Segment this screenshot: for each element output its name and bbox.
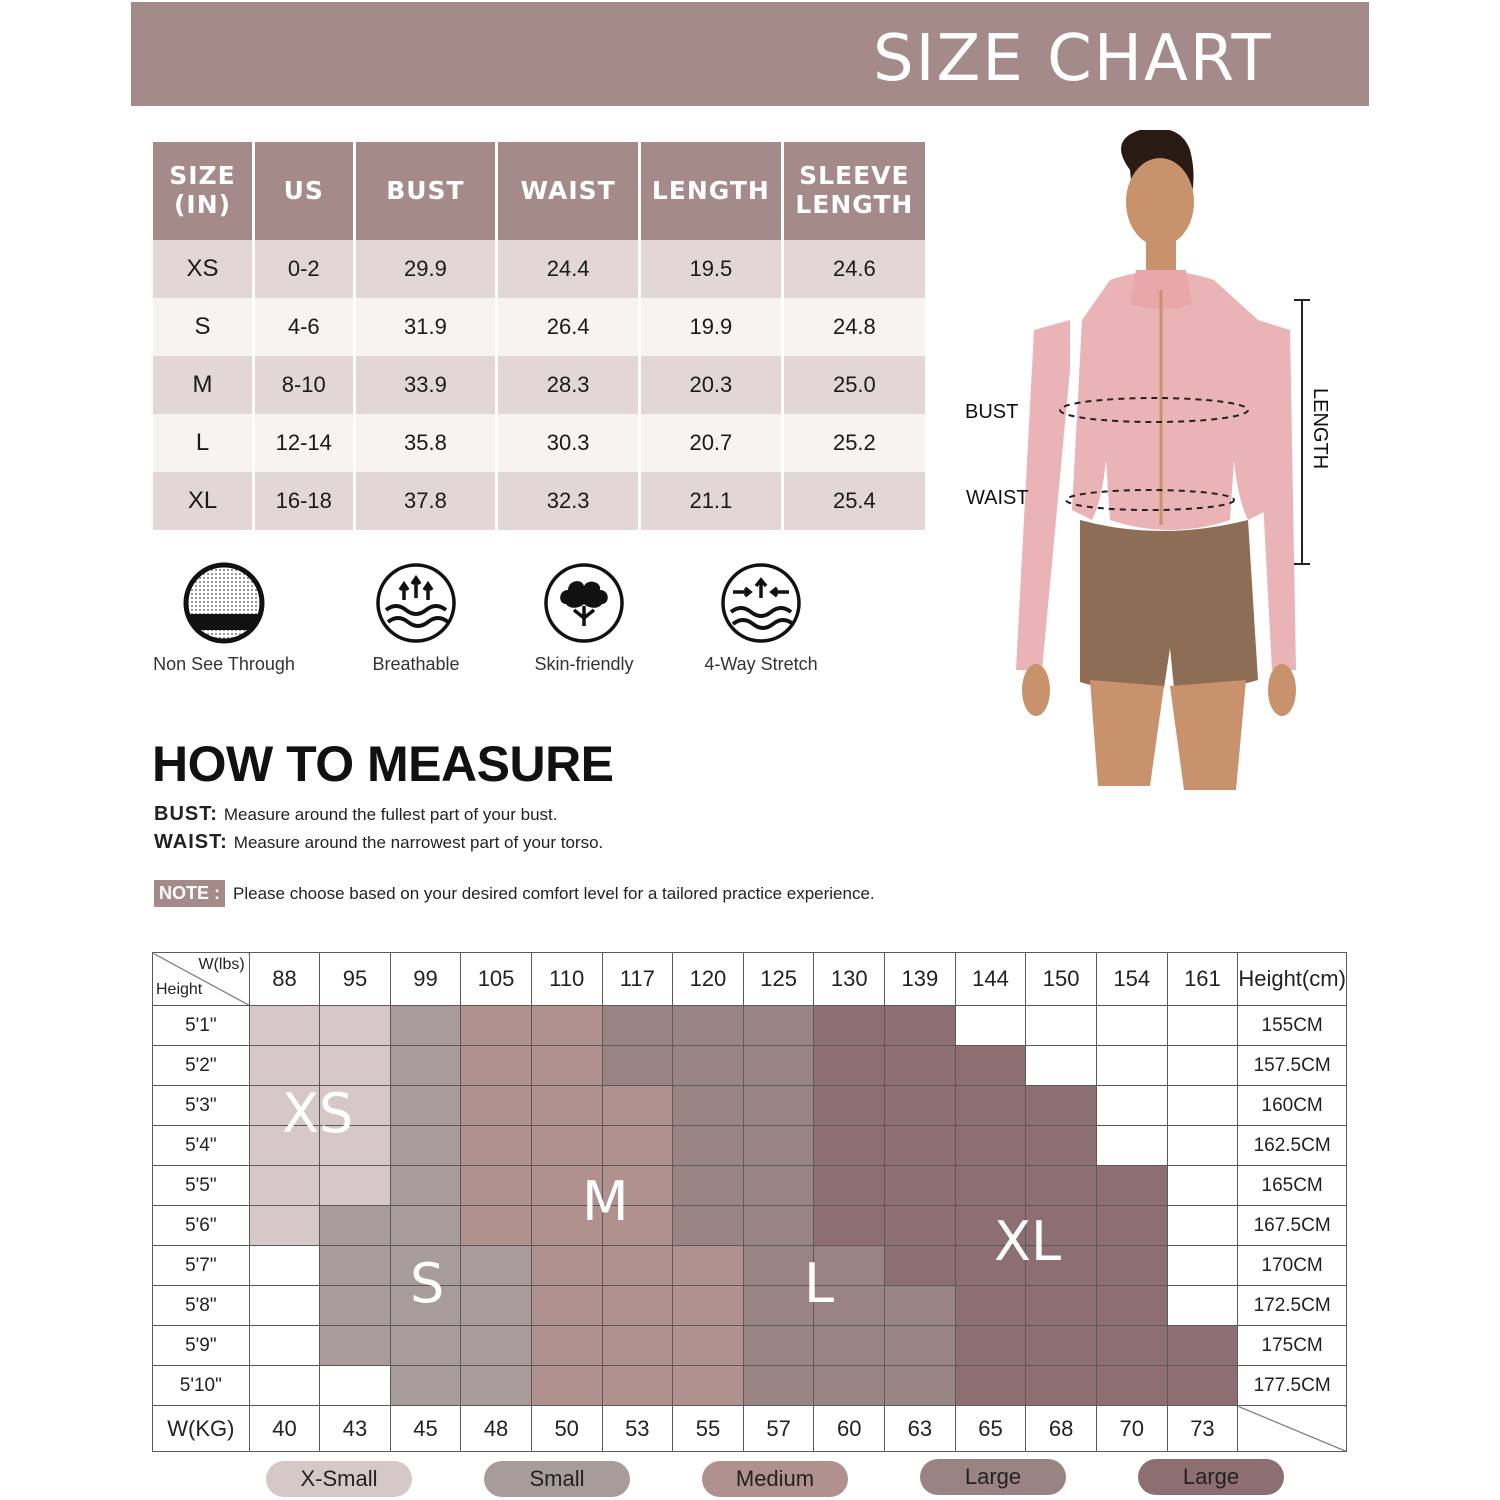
size-cell: [531, 1126, 602, 1166]
spec-cell: 25.0: [782, 356, 925, 414]
size-cell: [955, 1326, 1026, 1366]
weight-kg-cell: 45: [390, 1406, 461, 1452]
bust-text: Measure around the fullest part of your bust.: [223, 805, 558, 824]
zone-label-m: M: [582, 1170, 629, 1233]
banner-title: SIZE CHART: [873, 22, 1273, 96]
size-cell: [602, 1366, 673, 1406]
model-illustration: [940, 130, 1340, 790]
size-cell: [390, 1046, 461, 1086]
note: [154, 880, 875, 907]
note-text: Please choose based on your desired comfort level for a tailored practice experience.: [233, 884, 875, 903]
spec-cell: 25.2: [782, 414, 925, 472]
size-cell: [390, 1206, 461, 1246]
feature-non-see-through: [134, 560, 314, 675]
size-cell: [743, 1206, 814, 1246]
size-cell: [1026, 1326, 1097, 1366]
size-cell: [1096, 1326, 1167, 1366]
size-cell: [885, 1086, 956, 1126]
size-cell: [1096, 1166, 1167, 1206]
height-ft-cell: 5'4": [153, 1126, 250, 1166]
size-cell: [320, 1326, 391, 1366]
spec-header-row: [153, 142, 925, 240]
weight-kg-cell: 73: [1167, 1406, 1238, 1452]
banner: [131, 2, 1369, 106]
size-cell: [390, 1326, 461, 1366]
size-cell: [673, 1086, 744, 1126]
weight-kg-cell: 50: [531, 1406, 602, 1452]
grid-row: [153, 1286, 1347, 1326]
size-cell: [1096, 1246, 1167, 1286]
size-cell: [814, 1006, 885, 1046]
size-cell: [885, 1326, 956, 1366]
size-cell: [320, 1166, 391, 1206]
bust-instruction: [154, 803, 557, 826]
weight-kg-cell: 53: [602, 1406, 673, 1452]
height-cm-cell: 177.5CM: [1238, 1366, 1347, 1406]
spec-cell: L: [153, 414, 254, 472]
grid-row: [153, 1166, 1347, 1206]
size-cell: [955, 1006, 1026, 1046]
size-cell: [390, 1366, 461, 1406]
grid-row: [153, 1206, 1347, 1246]
weight-lbs-header: 161: [1167, 953, 1238, 1006]
spec-cell: 25.4: [782, 472, 925, 530]
size-cell: [743, 1006, 814, 1046]
size-cell: [531, 1046, 602, 1086]
size-cell: [249, 1246, 320, 1286]
spec-cell: 28.3: [497, 356, 640, 414]
legend-medium: Medium: [702, 1461, 848, 1497]
waist-term: WAIST:: [154, 831, 228, 853]
height-ft-cell: 5'5": [153, 1166, 250, 1206]
weight-kg-cell: 43: [320, 1406, 391, 1452]
header-sleeve-line1: SLEEVE: [799, 161, 910, 191]
height-cm-cell: 170CM: [1238, 1246, 1347, 1286]
length-label: LENGTH: [1309, 388, 1331, 470]
height-cm-cell: 162.5CM: [1238, 1126, 1347, 1166]
header-sleeve-length: [782, 142, 925, 240]
weight-lbs-header: 130: [814, 953, 885, 1006]
spec-cell: 8-10: [254, 356, 355, 414]
height-cm-header: Height(cm): [1238, 953, 1347, 1006]
size-cell: [1096, 1366, 1167, 1406]
size-cell: [885, 1046, 956, 1086]
size-cell: [320, 1286, 391, 1326]
size-cell: [1167, 1206, 1238, 1246]
grid-row: [153, 1006, 1347, 1046]
size-cell: [673, 1166, 744, 1206]
size-cell: [814, 1126, 885, 1166]
size-cell: [814, 1166, 885, 1206]
height-ft-cell: 5'2": [153, 1046, 250, 1086]
spec-cell: 16-18: [254, 472, 355, 530]
grid-header-row: [153, 953, 1347, 1006]
spec-cell: 12-14: [254, 414, 355, 472]
size-cell: [885, 1126, 956, 1166]
size-cell: [461, 1366, 532, 1406]
weight-kg-cell: 63: [885, 1406, 956, 1452]
size-cell: [885, 1246, 956, 1286]
size-cell: [320, 1366, 391, 1406]
spec-cell: 19.5: [640, 240, 783, 298]
spec-cell: 20.7: [640, 414, 783, 472]
size-cell: [390, 1166, 461, 1206]
size-cell: [1096, 1046, 1167, 1086]
legend-small: Small: [484, 1461, 630, 1497]
feature-icons: [140, 560, 860, 690]
size-cell: [249, 1206, 320, 1246]
bust-term: BUST:: [154, 803, 218, 825]
size-cell: [602, 1126, 673, 1166]
size-cell: [1096, 1126, 1167, 1166]
size-cell: [390, 1006, 461, 1046]
waist-text: Measure around the narrowest part of your torso.: [233, 833, 604, 852]
height-ft-cell: 5'3": [153, 1086, 250, 1126]
size-cell: [673, 1126, 744, 1166]
size-cell: [673, 1006, 744, 1046]
size-cell: [814, 1046, 885, 1086]
spec-row: [153, 298, 925, 356]
feature-label: Breathable: [372, 654, 460, 674]
size-cell: [461, 1006, 532, 1046]
weight-kg-cell: 40: [249, 1406, 320, 1452]
weight-lbs-header: 110: [531, 953, 602, 1006]
size-cell: [320, 1246, 391, 1286]
size-cell: [1026, 1366, 1097, 1406]
size-cell: [673, 1046, 744, 1086]
size-cell: [885, 1366, 956, 1406]
header-size-line1: SIZE: [169, 161, 236, 191]
size-cell: [1026, 1286, 1097, 1326]
corner-weight-label: W(lbs): [198, 956, 245, 973]
size-cell: [531, 1326, 602, 1366]
size-cell: [249, 1286, 320, 1326]
size-cell: [743, 1046, 814, 1086]
size-cell: [814, 1366, 885, 1406]
height-cm-cell: 167.5CM: [1238, 1206, 1347, 1246]
size-cell: [320, 1006, 391, 1046]
size-cell: [531, 1286, 602, 1326]
size-cell: [461, 1326, 532, 1366]
height-ft-cell: 5'8": [153, 1286, 250, 1326]
note-badge: NOTE :: [154, 880, 225, 907]
weight-kg-cell: 70: [1096, 1406, 1167, 1452]
spec-cell: S: [153, 298, 254, 356]
spec-cell: 24.6: [782, 240, 925, 298]
spec-cell: 26.4: [497, 298, 640, 356]
size-cell: [885, 1006, 956, 1046]
size-cell: [955, 1366, 1026, 1406]
zone-label-xl: XL: [994, 1210, 1062, 1273]
size-cell: [743, 1126, 814, 1166]
weight-lbs-header: 120: [673, 953, 744, 1006]
spec-cell: 0-2: [254, 240, 355, 298]
spec-cell: 24.8: [782, 298, 925, 356]
size-cell: [249, 1166, 320, 1206]
size-cell: [1026, 1046, 1097, 1086]
feature-4-way-stretch: [671, 560, 851, 675]
size-cell: [461, 1286, 532, 1326]
size-cell: [743, 1166, 814, 1206]
size-cell: [602, 1086, 673, 1126]
size-cell: [1167, 1086, 1238, 1126]
grid-row: [153, 1366, 1347, 1406]
grid-row: [153, 1246, 1347, 1286]
size-cell: [249, 1046, 320, 1086]
size-cell: [673, 1206, 744, 1246]
spec-cell: 30.3: [497, 414, 640, 472]
spec-cell: M: [153, 356, 254, 414]
weight-lbs-header: 117: [602, 953, 673, 1006]
spec-cell: 24.4: [497, 240, 640, 298]
spec-row: [153, 240, 925, 298]
weight-lbs-header: 99: [390, 953, 461, 1006]
size-cell: [955, 1086, 1026, 1126]
size-cell: [531, 1006, 602, 1046]
feature-skin-friendly: [494, 560, 674, 675]
size-cell: [814, 1086, 885, 1126]
spec-cell: 31.9: [354, 298, 497, 356]
height-ft-cell: 5'10": [153, 1366, 250, 1406]
size-cell: [1167, 1006, 1238, 1046]
grid-kg-row: [153, 1406, 1347, 1452]
size-cell: [461, 1126, 532, 1166]
size-cell: [531, 1086, 602, 1126]
header-size: [153, 142, 254, 240]
size-cell: [955, 1286, 1026, 1326]
grid-row: [153, 1046, 1347, 1086]
size-cell: [673, 1246, 744, 1286]
height-ft-cell: 5'1": [153, 1006, 250, 1046]
size-cell: [320, 1046, 391, 1086]
size-cell: [1167, 1126, 1238, 1166]
header-length: LENGTH: [640, 142, 783, 240]
spec-row: [153, 414, 925, 472]
legend-x-small: X-Small: [266, 1461, 412, 1497]
zone-label-l: L: [804, 1252, 835, 1315]
size-cell: [885, 1166, 956, 1206]
size-cell: [390, 1086, 461, 1126]
header-sleeve-line2: LENGTH: [795, 190, 914, 219]
weight-lbs-header: 125: [743, 953, 814, 1006]
size-cell: [320, 1206, 391, 1246]
size-cell: [955, 1126, 1026, 1166]
size-cell: [249, 1326, 320, 1366]
weight-lbs-header: 139: [885, 953, 956, 1006]
size-cell: [461, 1046, 532, 1086]
weight-lbs-header: 144: [955, 953, 1026, 1006]
size-cell: [249, 1366, 320, 1406]
size-cell: [1167, 1326, 1238, 1366]
size-cell: [885, 1286, 956, 1326]
size-cell: [390, 1126, 461, 1166]
size-cell: [461, 1086, 532, 1126]
size-cell: [1167, 1166, 1238, 1206]
waist-label: WAIST: [966, 487, 1029, 509]
weight-lbs-header: 150: [1026, 953, 1097, 1006]
weight-kg-cell: 55: [673, 1406, 744, 1452]
size-cell: [1167, 1286, 1238, 1326]
size-cell: [1026, 1166, 1097, 1206]
size-cell: [1096, 1006, 1167, 1046]
size-cell: [531, 1366, 602, 1406]
size-cell: [743, 1366, 814, 1406]
height-ft-cell: 5'9": [153, 1326, 250, 1366]
grid-row: [153, 1326, 1347, 1366]
size-cell: [1167, 1046, 1238, 1086]
size-cell: [1167, 1246, 1238, 1286]
feature-breathable: [326, 560, 506, 675]
spec-cell: 33.9: [354, 356, 497, 414]
weight-lbs-header: 105: [461, 953, 532, 1006]
spec-cell: 35.8: [354, 414, 497, 472]
size-cell: [955, 1166, 1026, 1206]
size-cell: [602, 1286, 673, 1326]
weight-kg-cell: 48: [461, 1406, 532, 1452]
spec-cell: 20.3: [640, 356, 783, 414]
size-cell: [461, 1166, 532, 1206]
kg-label: W(KG): [153, 1406, 250, 1452]
height-ft-cell: 5'7": [153, 1246, 250, 1286]
height-cm-cell: 157.5CM: [1238, 1046, 1347, 1086]
spec-cell: 29.9: [354, 240, 497, 298]
spec-cell: 19.9: [640, 298, 783, 356]
zone-label-xs: XS: [282, 1082, 354, 1145]
grid-corner: [153, 953, 250, 1006]
feature-label: Skin-friendly: [534, 654, 634, 674]
size-cell: [955, 1046, 1026, 1086]
size-cell: [814, 1326, 885, 1366]
size-cell: [461, 1246, 532, 1286]
weight-lbs-header: 95: [320, 953, 391, 1006]
waist-instruction: [154, 831, 603, 854]
size-cell: [602, 1246, 673, 1286]
size-cell: [602, 1046, 673, 1086]
size-cell: [602, 1006, 673, 1046]
size-cell: [249, 1006, 320, 1046]
header-us: US: [254, 142, 355, 240]
spec-row: [153, 472, 925, 530]
bust-label: BUST: [965, 401, 1019, 423]
height-cm-cell: 172.5CM: [1238, 1286, 1347, 1326]
cotton-flower-icon: [542, 560, 626, 646]
size-cell: [743, 1326, 814, 1366]
height-cm-cell: 175CM: [1238, 1326, 1347, 1366]
size-cell: [602, 1326, 673, 1366]
weight-kg-cell: 60: [814, 1406, 885, 1452]
header-waist: WAIST: [497, 142, 640, 240]
header-bust: BUST: [354, 142, 497, 240]
corner-height-label: Height: [156, 981, 203, 998]
size-cell: [1096, 1086, 1167, 1126]
spec-cell: 4-6: [254, 298, 355, 356]
weight-lbs-header: 88: [249, 953, 320, 1006]
size-cell: [1096, 1206, 1167, 1246]
height-cm-cell: 165CM: [1238, 1166, 1347, 1206]
weight-kg-cell: 57: [743, 1406, 814, 1452]
breathable-arrows-icon: [374, 560, 458, 646]
stretch-arrows-icon: [719, 560, 803, 646]
spec-cell: XS: [153, 240, 254, 298]
height-cm-cell: 160CM: [1238, 1086, 1347, 1126]
size-cell: [673, 1326, 744, 1366]
size-cell: [461, 1206, 532, 1246]
size-cell: [531, 1246, 602, 1286]
size-cell: [673, 1366, 744, 1406]
feature-label: 4-Way Stretch: [704, 654, 818, 674]
feature-label: Non See Through: [153, 654, 295, 674]
size-cell: [885, 1206, 956, 1246]
height-ft-cell: 5'6": [153, 1206, 250, 1246]
size-cell: [1096, 1286, 1167, 1326]
header-size-line2: (IN): [173, 190, 232, 219]
legend-large: Large: [920, 1459, 1066, 1495]
kg-corner: [1238, 1406, 1347, 1452]
how-to-measure-title: HOW TO MEASURE: [152, 736, 614, 792]
height-weight-grid: [152, 952, 1347, 1452]
size-cell: [1167, 1366, 1238, 1406]
weight-kg-cell: 65: [955, 1406, 1026, 1452]
size-cell: [1026, 1006, 1097, 1046]
spec-cell: 37.8: [354, 472, 497, 530]
size-spec-table: [153, 142, 925, 530]
zone-label-s: S: [410, 1252, 445, 1315]
spec-row: [153, 356, 925, 414]
legend-x-large: Large: [1138, 1459, 1284, 1495]
size-cell: [673, 1286, 744, 1326]
fabric-circle-icon: [182, 560, 266, 646]
size-cell: [743, 1086, 814, 1126]
weight-lbs-header: 154: [1096, 953, 1167, 1006]
size-cell: [1026, 1086, 1097, 1126]
spec-cell: 32.3: [497, 472, 640, 530]
spec-cell: 21.1: [640, 472, 783, 530]
size-cell: [814, 1206, 885, 1246]
height-cm-cell: 155CM: [1238, 1006, 1347, 1046]
spec-cell: XL: [153, 472, 254, 530]
weight-kg-cell: 68: [1026, 1406, 1097, 1452]
size-cell: [1026, 1126, 1097, 1166]
